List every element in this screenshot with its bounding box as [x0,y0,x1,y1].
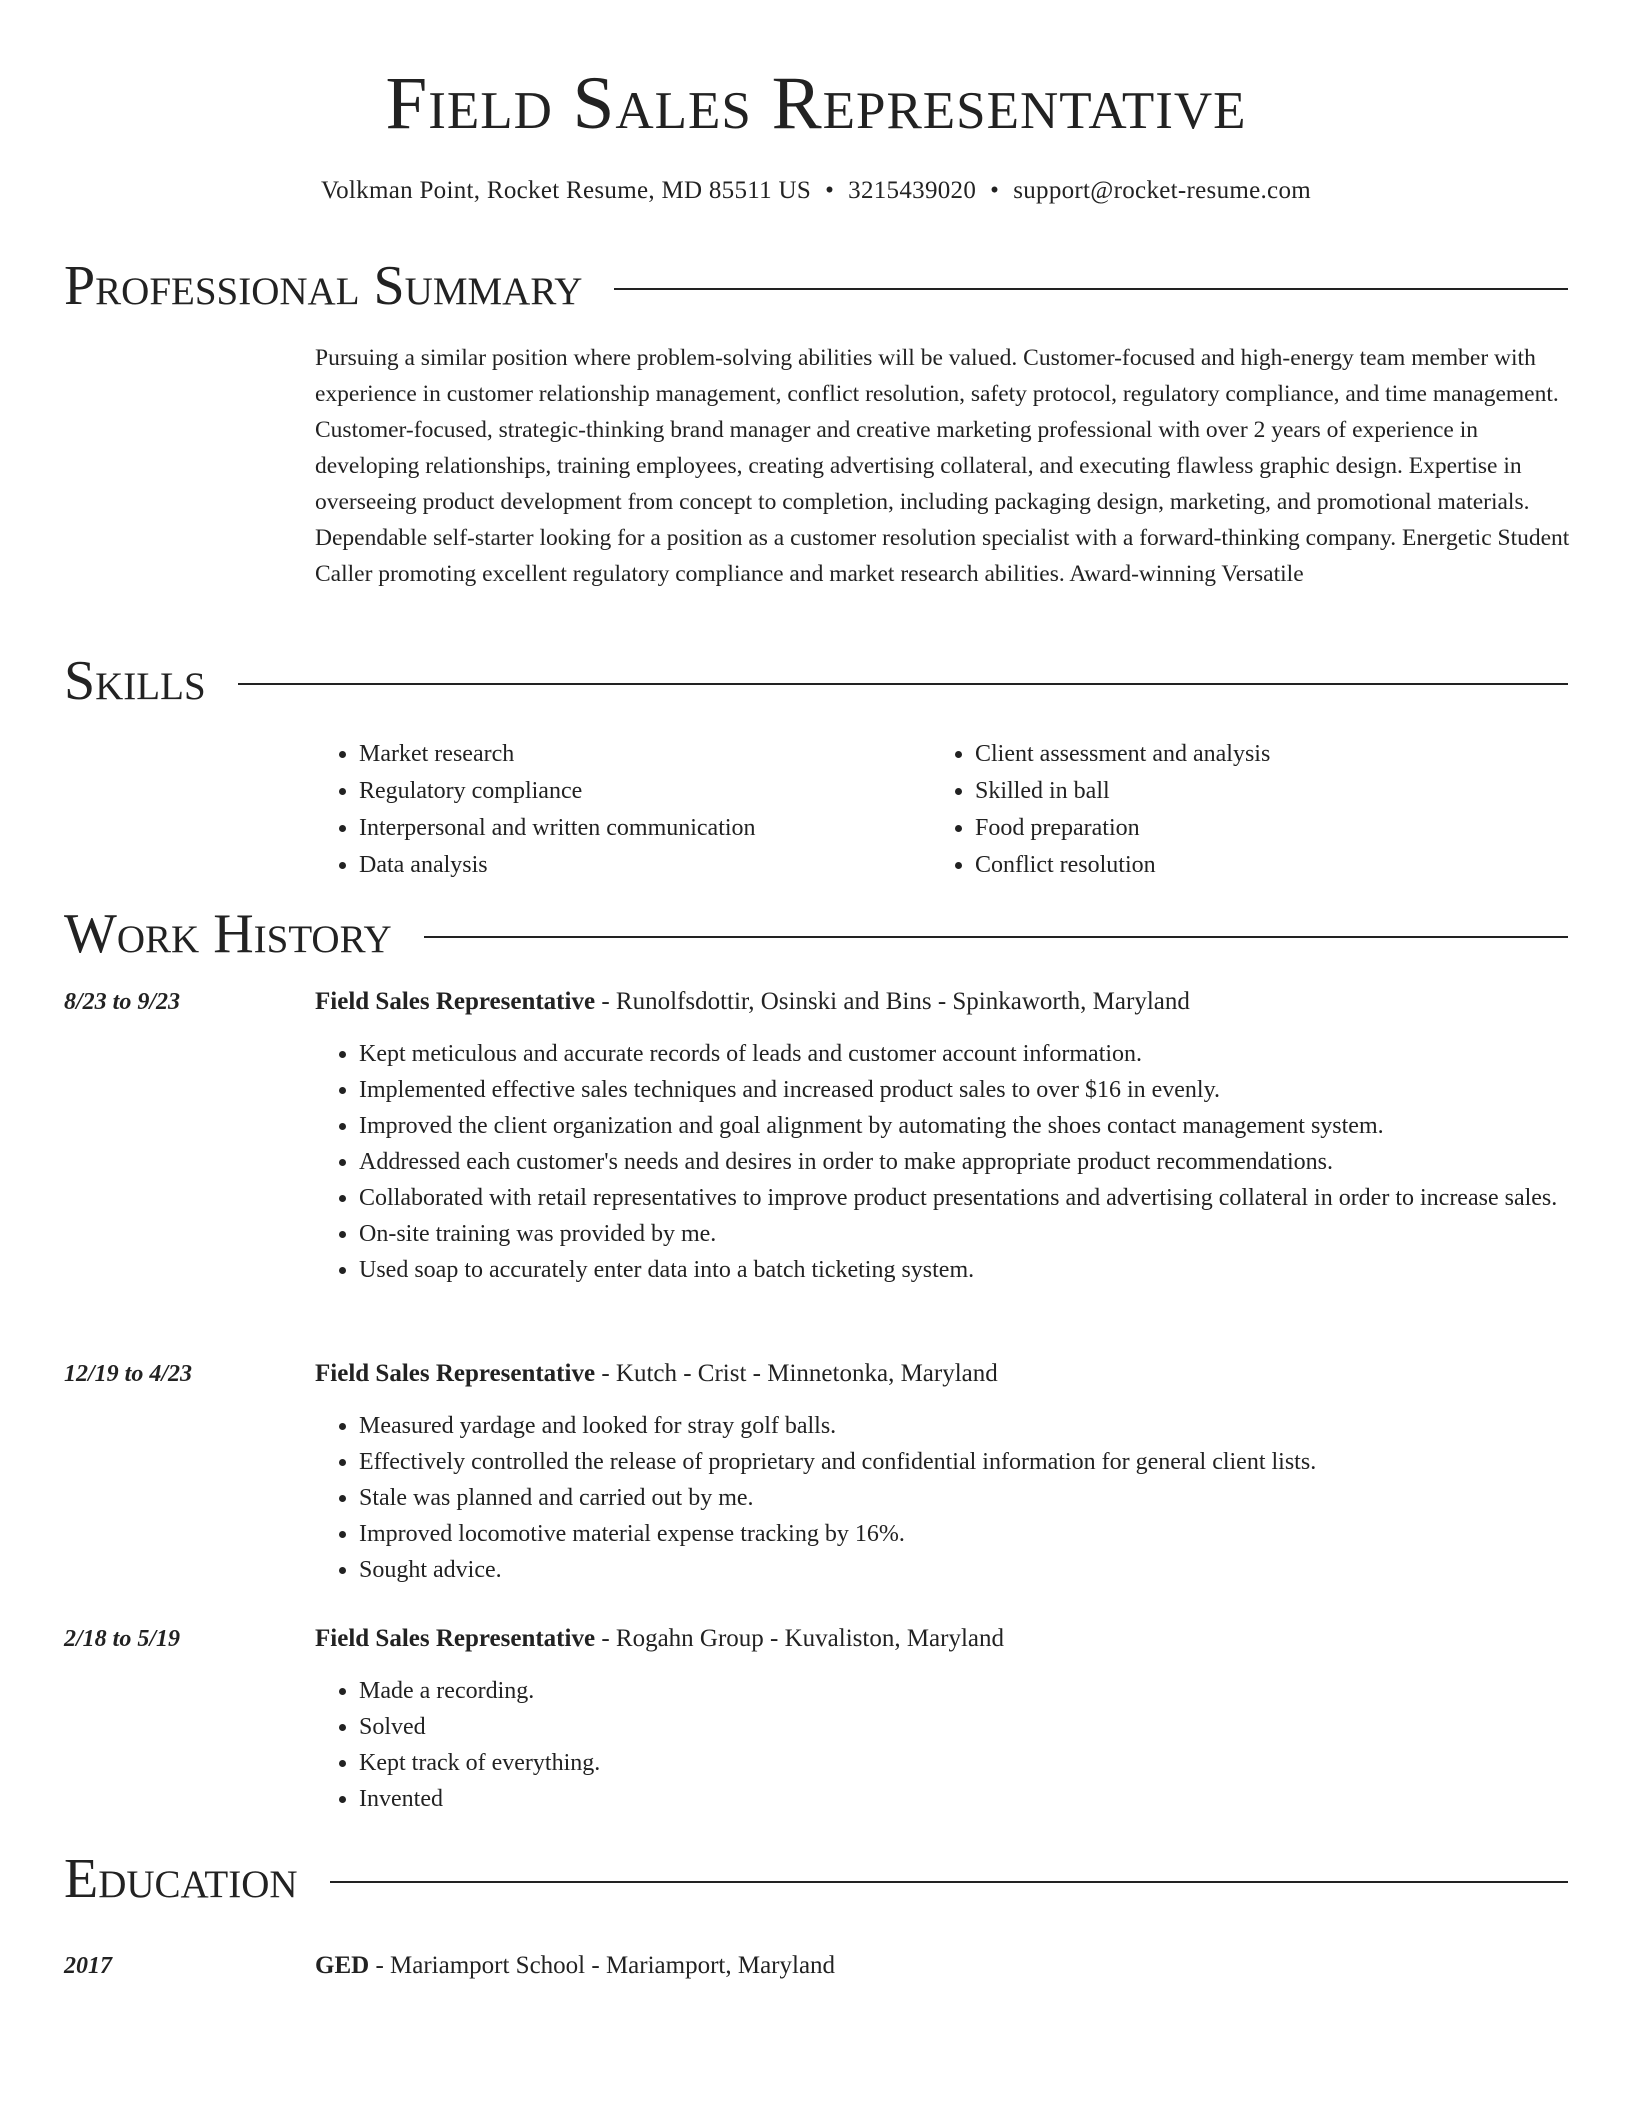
education-degree: GED [315,1952,370,1979]
work-section-header [64,902,1568,966]
job-heading [315,1356,998,1392]
education-section-header [64,1847,1568,1911]
section-divider [614,288,1568,290]
education-year: 2017 [64,1953,112,1979]
job-dates: 12/19 to 4/23 [64,1361,193,1387]
job-dates: 8/23 to 9/23 [64,989,181,1015]
skill-item: • Interpersonal and written communication [359,810,931,847]
section-title-work: Work History [64,903,392,965]
skills-section-header [64,649,1568,713]
contact-separator: • [825,177,835,204]
job-details: - Kutch - Crist - Minnetonka, Maryland [595,1360,998,1387]
job-bullet: • Kept meticulous and accurate records of leads and customer account information. [359,1036,1570,1072]
skill-item: • Conflict resolution [975,847,1547,884]
skill-item: • Data analysis [359,847,931,884]
education-details: - Mariamport School - Mariamport, Maryland [369,1952,836,1979]
skills-column-right [931,736,1547,884]
resume-name: Field Sales Representative [385,62,1247,145]
job-bullet: • Improved locomotive material expense tracking by 16%. [359,1516,1570,1552]
section-title-summary: Professional Summary [64,255,583,317]
section-title-skills: Skills [64,650,206,712]
contact-line [0,175,1632,207]
job-bullet: • Improved the client organization and goal alignment by automating the shoes contact management system. [359,1108,1570,1144]
job-bullet: • Invented [359,1781,1570,1817]
job-bullet: • Effectively controlled the release of proprietary and confidential information for general client lists. [359,1444,1570,1480]
contact-separator: • [990,177,1000,204]
skill-item: • Skilled in ball [975,773,1547,810]
job-details: - Rogahn Group - Kuvaliston, Maryland [595,1625,1005,1652]
skills-list [315,736,1570,884]
job-bullet: • Implemented effective sales techniques and increased product sales to over $16 in evenly. [359,1072,1570,1108]
job-heading [315,984,1190,1020]
job-bullet: • Addressed each customer's needs and desires in order to make appropriate product recommendations. [359,1144,1570,1180]
job-details: - Runolfsdottir, Osinski and Bins - Spinkaworth, Maryland [595,988,1190,1015]
section-divider [330,1881,1568,1883]
skill-item: • Food preparation [975,810,1547,847]
job-title: Field Sales Representative [315,1625,596,1652]
education-heading [315,1948,835,1984]
section-title-education: Education [64,1848,298,1910]
skills-column-left [315,736,931,884]
job-bullet: • Measured yardage and looked for stray golf balls. [359,1408,1570,1444]
job-dates: 2/18 to 5/19 [64,1626,181,1652]
job-bullet: • Sought advice. [359,1552,1570,1588]
contact-phone: 3215439020 [848,177,977,204]
contact-address: Volkman Point, Rocket Resume, MD 85511 US [320,177,812,204]
job-bullet: • Collaborated with retail representatives to improve product presentations and advertising collateral in order to increase sales. [359,1180,1570,1216]
job-title: Field Sales Representative [315,988,596,1015]
job-bullet: • Used soap to accurately enter data into a batch ticketing system. [359,1252,1570,1288]
job-bullets [315,1408,1570,1588]
skill-item: • Market research [359,736,931,773]
summary-text: Pursuing a similar position where problem-solving abilities will be valued. Customer-focused and high-energy team member with experience in customer relationship management, conflict resolution, safety protocol, regulatory compliance, and time management. Customer-focused, strategic-thinking brand manager and creative marketing professional with over 2 years of experience in developing relationships, training employees, creating advertising collateral, and executing flawless graphic design. Expertise in overseeing product development from concept to completion, including packaging design, marketing, and promotional materials. Dependable self-starter looking for a position as a customer resolution specialist with a forward-thinking company. Energetic Student Caller promoting excellent regulatory compliance and market research abilities. Award-winning Versatile [315,345,1570,587]
summary-section-header [64,254,1568,318]
job-bullets [315,1036,1570,1288]
section-divider [238,683,1568,685]
job-bullet: • Solved [359,1709,1570,1745]
job-bullets [315,1673,1570,1817]
contact-email: support@rocket-resume.com [1013,177,1311,204]
skill-item: • Regulatory compliance [359,773,931,810]
job-bullet: • Kept track of everything. [359,1745,1570,1781]
job-title: Field Sales Representative [315,1360,596,1387]
job-bullet: • On-site training was provided by me. [359,1216,1570,1252]
job-heading [315,1621,1004,1657]
section-divider [424,936,1568,938]
job-bullet: • Stale was planned and carried out by me. [359,1480,1570,1516]
job-bullet: • Made a recording. [359,1673,1570,1709]
skill-item: • Client assessment and analysis [975,736,1547,773]
